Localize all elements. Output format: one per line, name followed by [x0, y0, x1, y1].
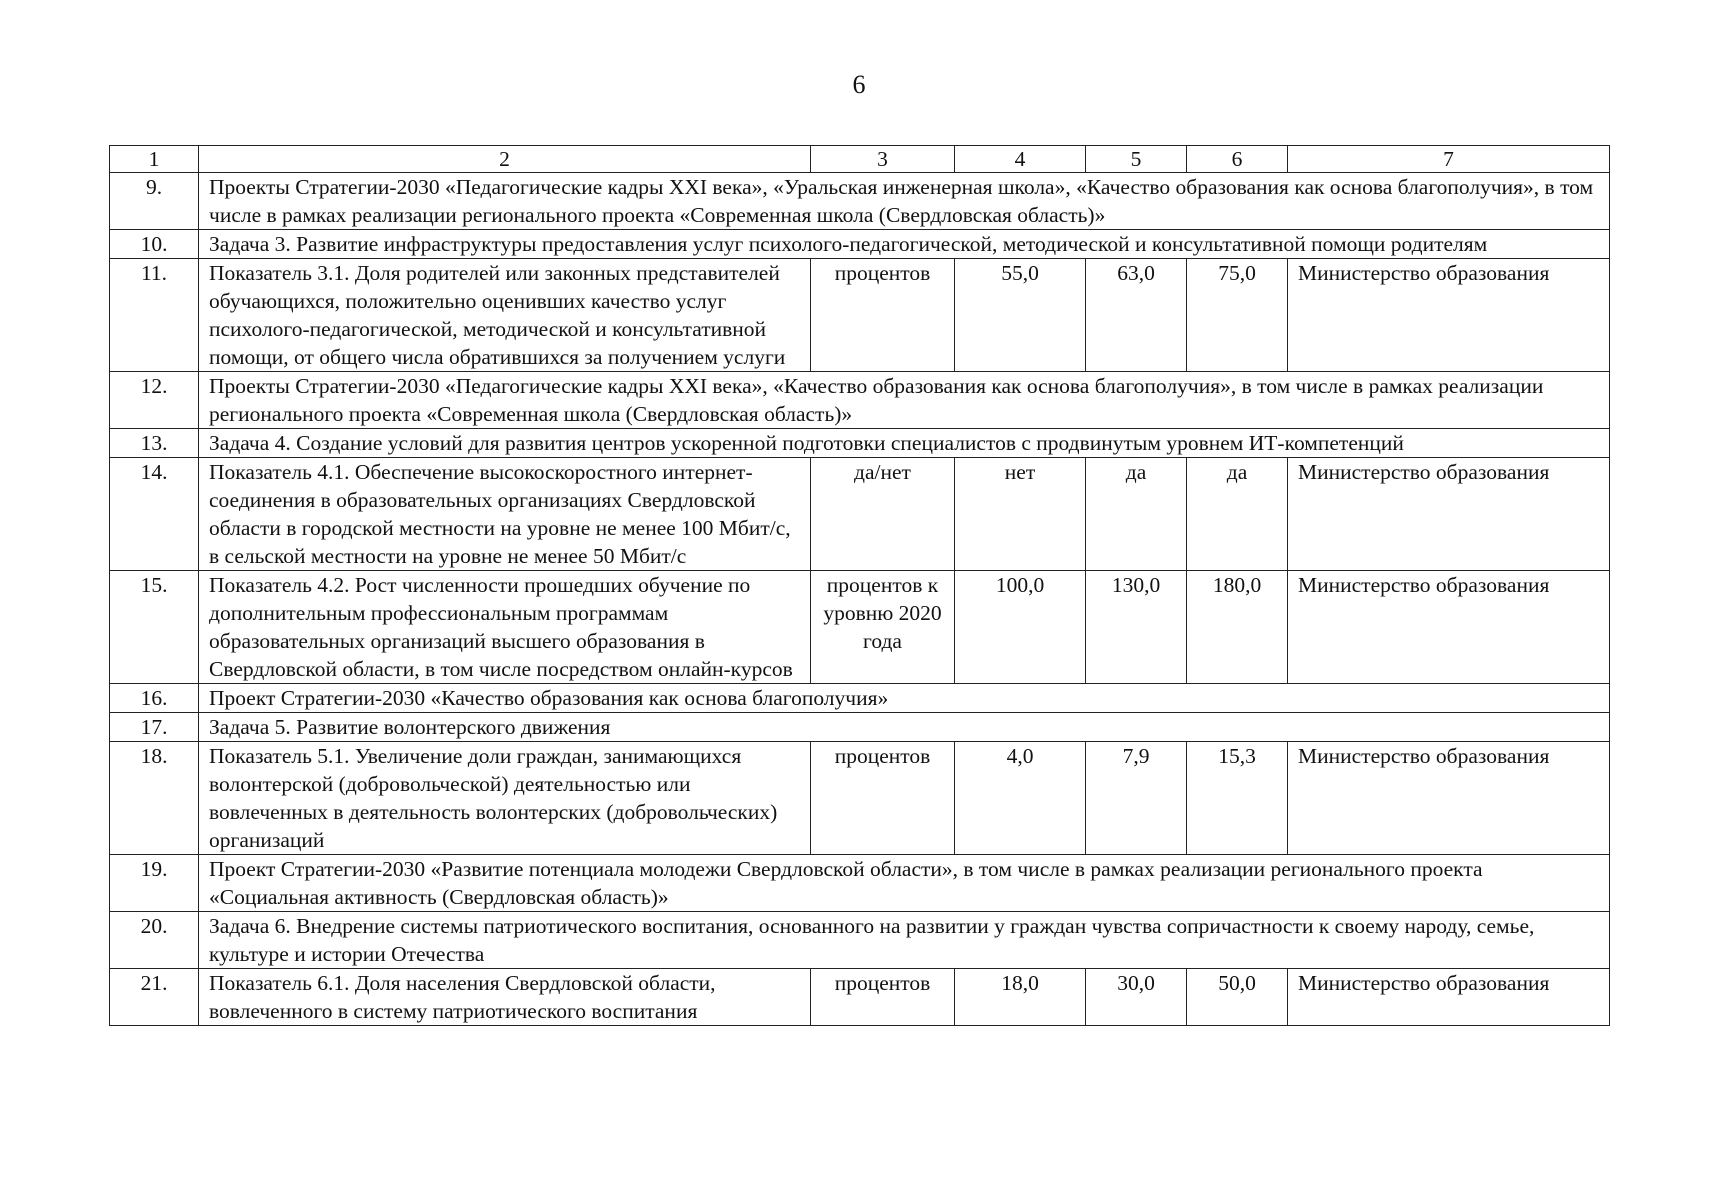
responsible-cell: Министерство образования	[1288, 571, 1610, 684]
indicator-name-cell: Показатель 4.2. Рост численности прошедших обучение по дополнительным профессиональным программам образовательных организаций высшего образования в Свердловской области, в том числе посредством онлайн-курсов	[199, 571, 811, 684]
responsible-cell: Министерство образования	[1288, 259, 1610, 372]
responsible-cell: Министерство образования	[1288, 742, 1610, 855]
responsible-cell: Министерство образования	[1288, 458, 1610, 571]
header-col-7: 7	[1288, 146, 1610, 173]
value-cell-col-6: 15,3	[1187, 742, 1288, 855]
row-number-cell: 13.	[110, 429, 199, 458]
value-cell-col-5: 7,9	[1086, 742, 1187, 855]
value-cell-col-4: 55,0	[955, 259, 1086, 372]
table-row	[110, 969, 1610, 1026]
unit-cell: процентов к уровню 2020 года	[811, 571, 955, 684]
unit-cell: процентов	[811, 969, 955, 1026]
value-cell-col-6: 50,0	[1187, 969, 1288, 1026]
row-number-cell: 21.	[110, 969, 199, 1026]
section-text-cell: Задача 6. Внедрение системы патриотического воспитания, основанного на развитии у граждан чувства сопричастности к своему народу, семье, культуре и истории Отечества	[199, 912, 1610, 969]
value-cell-col-5: да	[1086, 458, 1187, 571]
value-cell-col-5: 30,0	[1086, 969, 1187, 1026]
section-text-cell: Задача 3. Развитие инфраструктуры предоставления услуг психолого-педагогической, методической и консультативной помощи родителям	[199, 230, 1610, 259]
row-number-cell: 17.	[110, 713, 199, 742]
indicator-name-cell: Показатель 4.1. Обеспечение высокоскоростного интернет-соединения в образовательных организациях Свердловской области в городской местности на уровне не менее 100 Мбит/с, в сельской местности на уровне не менее 50 Мбит/с	[199, 458, 811, 571]
table-row	[110, 230, 1610, 259]
table-row	[110, 713, 1610, 742]
section-text-cell: Проект Стратегии-2030 «Развитие потенциала молодежи Свердловской области», в том числе в рамках реализации регионального проекта «Социальная активность (Свердловская область)»	[199, 855, 1610, 912]
header-col-2: 2	[199, 146, 811, 173]
value-cell-col-4: 100,0	[955, 571, 1086, 684]
header-col-5: 5	[1086, 146, 1187, 173]
section-text-cell: Задача 4. Создание условий для развития центров ускоренной подготовки специалистов с продвинутым уровнем ИТ-компетенций	[199, 429, 1610, 458]
header-row	[110, 146, 1610, 173]
indicator-name-cell: Показатель 6.1. Доля населения Свердловской области, вовлеченного в систему патриотического воспитания	[199, 969, 811, 1026]
table-row	[110, 458, 1610, 571]
row-number-cell: 20.	[110, 912, 199, 969]
table-row	[110, 173, 1610, 230]
section-text-cell: Проекты Стратегии-2030 «Педагогические кадры XXI века», «Качество образования как основа благополучия», в том числе в рамках реализации регионального проекта «Современная школа (Свердловская область)»	[199, 372, 1610, 429]
row-number-cell: 18.	[110, 742, 199, 855]
value-cell-col-6: 180,0	[1187, 571, 1288, 684]
section-text-cell: Проект Стратегии-2030 «Качество образования как основа благополучия»	[199, 684, 1610, 713]
table-row	[110, 372, 1610, 429]
header-col-1: 1	[110, 146, 199, 173]
value-cell-col-4: 4,0	[955, 742, 1086, 855]
unit-cell: процентов	[811, 742, 955, 855]
row-number-cell: 16.	[110, 684, 199, 713]
value-cell-col-6: 75,0	[1187, 259, 1288, 372]
row-number-cell: 11.	[110, 259, 199, 372]
value-cell-col-5: 130,0	[1086, 571, 1187, 684]
indicators-table	[109, 145, 1610, 1026]
unit-cell: процентов	[811, 259, 955, 372]
responsible-cell: Министерство образования	[1288, 969, 1610, 1026]
row-number-cell: 12.	[110, 372, 199, 429]
value-cell-col-6: да	[1187, 458, 1288, 571]
page-number: 6	[852, 70, 866, 99]
row-number-cell: 19.	[110, 855, 199, 912]
row-number-cell: 15.	[110, 571, 199, 684]
row-number-cell: 10.	[110, 230, 199, 259]
row-number-cell: 9.	[110, 173, 199, 230]
indicator-name-cell: Показатель 5.1. Увеличение доли граждан, занимающихся волонтерской (добровольческой) деятельностью или вовлеченных в деятельность волонтерских (добровольческих) организаций	[199, 742, 811, 855]
value-cell-col-4: нет	[955, 458, 1086, 571]
indicator-name-cell: Показатель 3.1. Доля родителей или законных представителей обучающихся, положительно оценивших качество услуг психолого-педагогической, методической и консультативной помощи, от общего числа обратившихся за получением услуги	[199, 259, 811, 372]
unit-cell: да/нет	[811, 458, 955, 571]
table-row	[110, 571, 1610, 684]
table-row	[110, 742, 1610, 855]
header-col-4: 4	[955, 146, 1086, 173]
section-text-cell: Проекты Стратегии-2030 «Педагогические кадры XXI века», «Уральская инженерная школа», «Качество образования как основа благополучия», в том числе в рамках реализации регионального проекта «Современная школа (Свердловская область)»	[199, 173, 1610, 230]
section-text-cell: Задача 5. Развитие волонтерского движения	[199, 713, 1610, 742]
table-row	[110, 684, 1610, 713]
value-cell-col-4: 18,0	[955, 969, 1086, 1026]
table-row	[110, 855, 1610, 912]
header-col-3: 3	[811, 146, 955, 173]
table-row	[110, 912, 1610, 969]
header-col-6: 6	[1187, 146, 1288, 173]
table-row	[110, 259, 1610, 372]
table-row	[110, 429, 1610, 458]
row-number-cell: 14.	[110, 458, 199, 571]
value-cell-col-5: 63,0	[1086, 259, 1187, 372]
